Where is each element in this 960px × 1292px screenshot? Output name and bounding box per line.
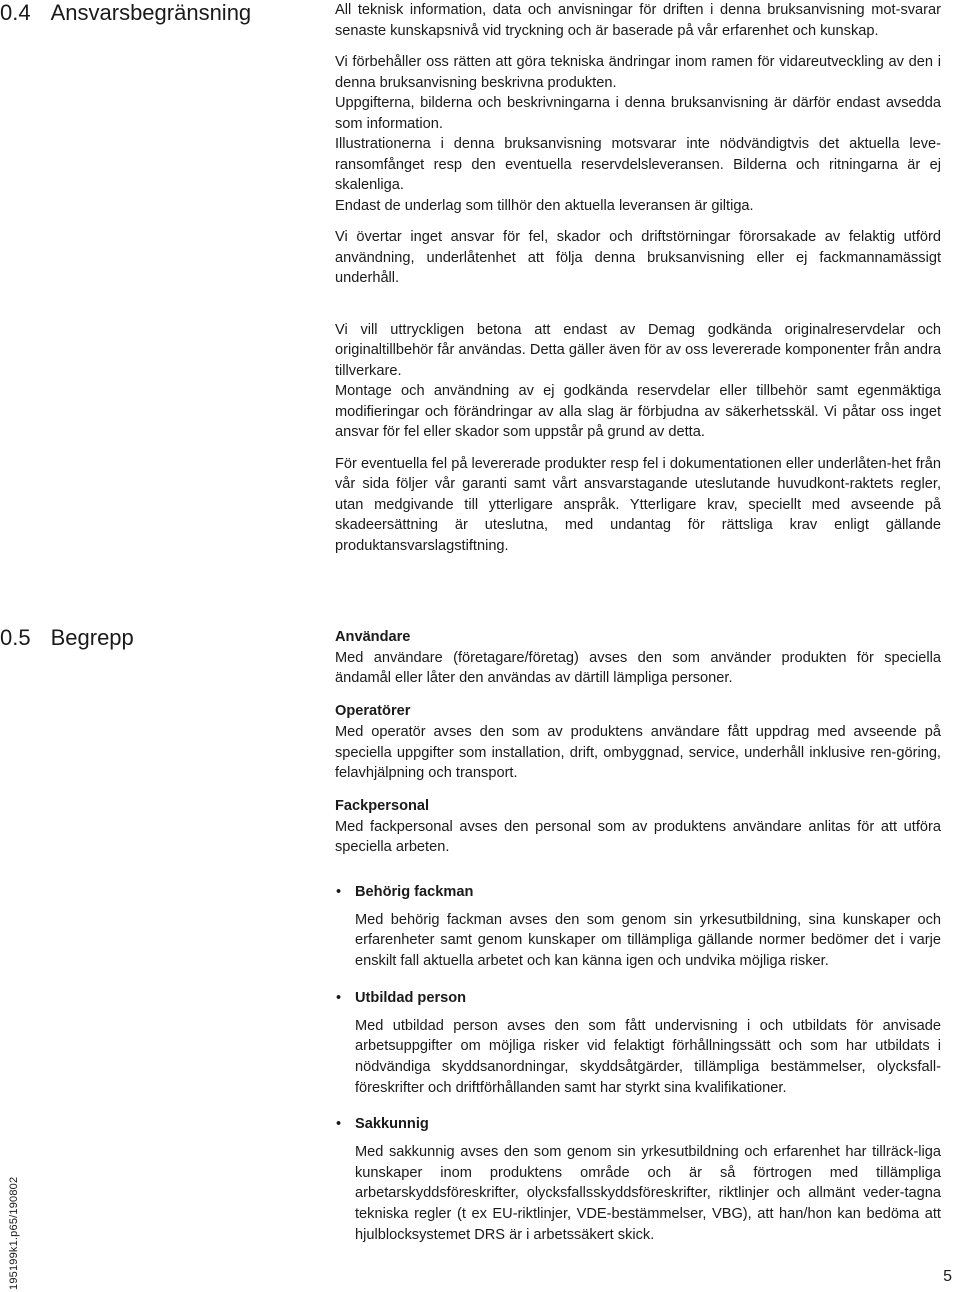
term-body: Med operatör avses den som av produktens användare fått uppdrag med avseende på speciella uppgifter som installation, drift, ombyggnad, service, underhåll inklusive ren-göring, felavhjälpning och transport. (335, 723, 941, 782)
section-title: Begrepp (50, 625, 134, 650)
term-title: Användare (335, 629, 411, 645)
paragraph: All teknisk information, data och anvisningar för driften i denna bruksanvisning mot-svarar senaste kunskapsnivå vid tryckning och är baserade på vår erfarenhet och kunskap. (335, 2, 941, 39)
section-heading-0-4 (0, 0, 251, 26)
paragraph: Montage och användning av ej godkända reservdelar eller tillbehör samt egenmäktiga modifieringar och förändringar av alla slag är förbjudna av säkerhetsskäl. Vi påtar oss inget ansvar för fel eller skador som uppstår på grund av detta. (335, 383, 941, 440)
section-body-0-4 (335, 0, 941, 556)
bullet-item (335, 988, 941, 1099)
bullet-body: Med behörig fackman avses den som genom sin yrkesutbildning, sina kunskaper och erfarenheter samt genom kunskaper om tillämpliga gällande normer bedömer det i varje enskilt fall aktuella arbetet och kan känna igen och undvika möjliga risker. (355, 911, 941, 970)
bullet-item (335, 882, 941, 972)
section-body-0-5 (335, 627, 941, 1246)
bullet-title: Utbildad person (355, 989, 467, 1006)
bullet-body: Med utbildad person avses den som fått undervisning i och utbildats för anvisade arbetsuppgifter om möjliga risker vid felaktigt förhållningssätt och som har utbildats i nödvändiga skyddsanordningar, skyddsåtgärder, tillämpliga bestämmelser, olycksfall-föreskrifter och driftförhållanden samt har styrkt sina kvalifikationer. (355, 1017, 941, 1096)
section-number: 0.4 (0, 0, 31, 25)
term-body: Med användare (företagare/företag) avses den som använder produkten för speciella ändamål eller låter den användas av därtill lämpliga personer. (335, 649, 941, 687)
paragraph: Illustrationerna i denna bruksanvisning motsvarar inte nödvändigtvis det aktuella leve-ransomfånget resp den eventuella reservdelsleveransen. Bilderna och ritningarna är ej skalenliga. (335, 136, 941, 193)
paragraph: Vi vill uttryckligen betona att endast av Demag godkända originalreservdelar och originaltillbehör får användas. Detta gäller även för av oss levererade komponenter från andra tillverkare. (335, 321, 941, 379)
term-title: Fackpersonal (335, 797, 430, 814)
term-block (335, 796, 941, 858)
term-block (335, 701, 941, 784)
bullet-body: Med sakkunnig avses den som genom sin yrkesutbildning och erfarenhet har tillräck-liga kunskaper inom produktens område och är så förtrogen med tillämpliga arbetarskyddsföreskrifter, olycksfallsskyddsföreskrifter, riktlinjer och allmänt veder-tagna tekniska regler (t ex EU-riktlinjer, VDE-bestämmelser, VBG), att han/hon kan bedöma att hjulblocksystemet DRS är i arbetssäkert skick. (355, 1144, 941, 1243)
term-body: Med fackpersonal avses den personal som av produktens användare anlitas för att utföra speciella arbeten. (335, 818, 941, 856)
bullet-title: Behörig fackman (355, 884, 474, 901)
paragraph: Uppgifterna, bilderna och beskrivningarna i denna bruksanvisning är därför endast avsedda som information. (335, 95, 941, 132)
bullet-icon: • (336, 1116, 342, 1133)
document-code: 195199k1.p65/190802 (8, 1176, 20, 1290)
section-number: 0.5 (0, 625, 31, 650)
bullet-icon: • (336, 884, 342, 901)
paragraph: Endast de underlag som tillhör den aktuella leveransen är giltiga. (335, 197, 754, 214)
bullet-icon: • (336, 989, 342, 1006)
term-block (335, 627, 941, 689)
page-number: 5 (943, 1268, 952, 1285)
bullet-item (335, 1114, 941, 1245)
bullet-title: Sakkunnig (355, 1116, 429, 1133)
section-title: Ansvarsbegränsning (50, 0, 252, 25)
paragraph: För eventuella fel på levererade produkter resp fel i dokumentationen eller underlåten-het från vår sida följer vår garanti samt vårt ansvarstagande uteslutande huvudkont-raktets regler, utan medgivande till ytterligare anspråk. Ytterligare krav, speciellt med avseende på skadeersättning är uteslutna, med undantag för rättsliga krav enligt gällande produktansvarslagstiftning. (335, 455, 941, 554)
paragraph: Vi övertar inget ansvar för fel, skador och driftstörningar förorsakade av felaktig utförd användning, underlåtenhet att följa denna bruksanvisning eller ej fackmannamässigt underhåll. (335, 229, 941, 286)
paragraph: Vi förbehåller oss rätten att göra tekniska ändringar inom ramen för vidareutveckling av den i denna bruksanvisning beskrivna produkten. (335, 54, 941, 91)
section-heading-0-5 (0, 625, 134, 651)
term-title: Operatörer (335, 703, 411, 720)
